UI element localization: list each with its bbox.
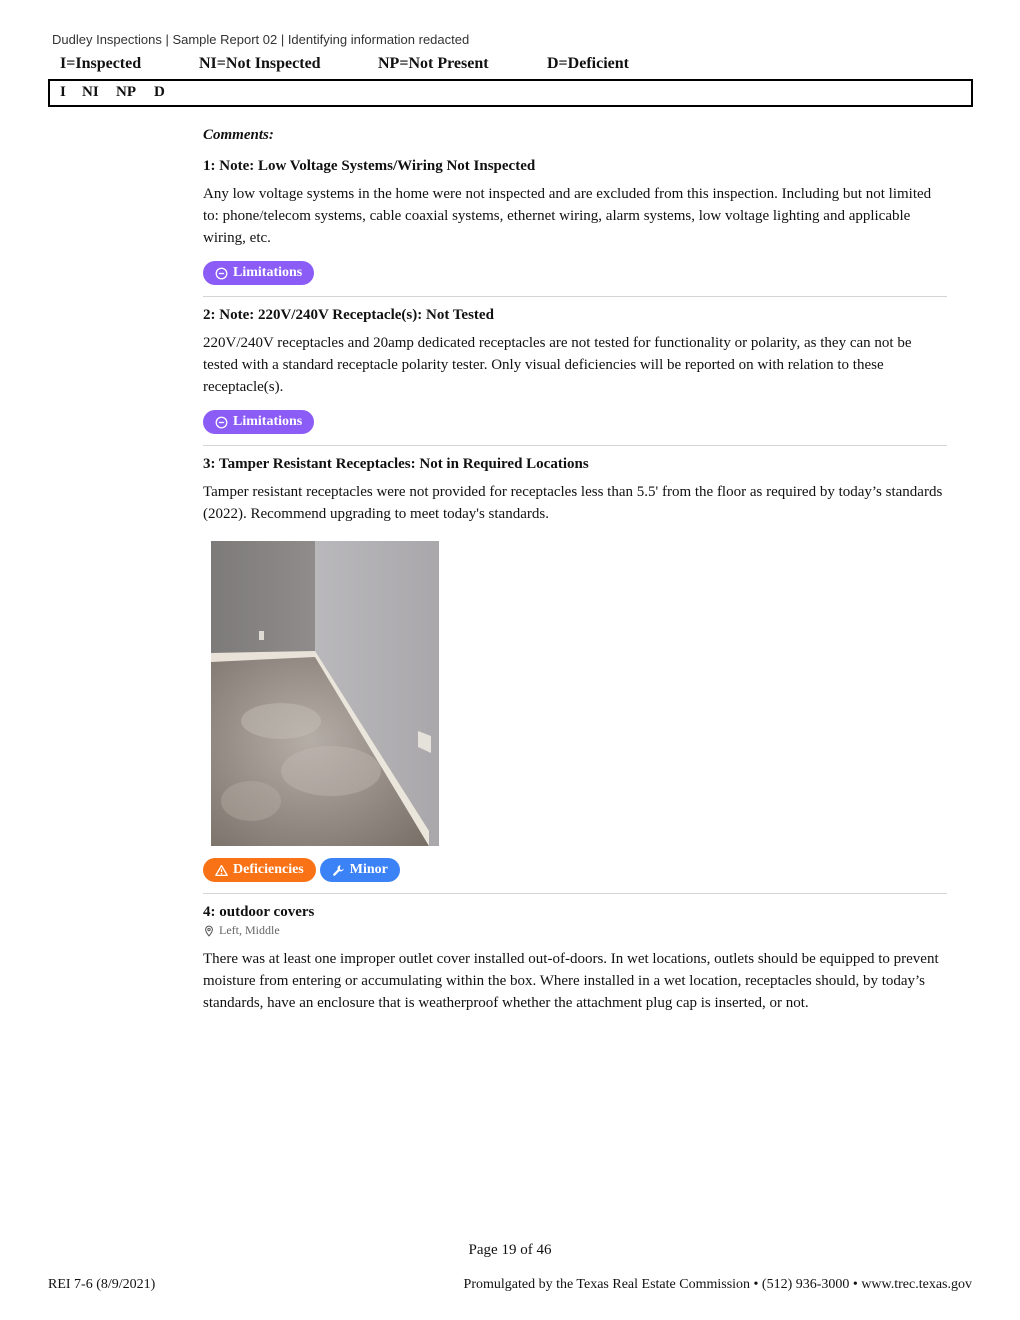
legend-inspected: I=Inspected — [60, 55, 142, 72]
map-pin-icon — [203, 925, 215, 937]
legend-not-inspected: NI=Not Inspected — [199, 55, 321, 72]
limitations-badge — [203, 410, 314, 434]
divider — [203, 445, 947, 446]
comment-text: Any low voltage systems in the home were not inspected and are excluded from this inspection. Including but not limited to: phone/telecom systems, cable coaxial systems, ethernet wiring, alarm systems, low voltage lighting and applicable wiring, etc. — [203, 186, 932, 246]
column-np: NP — [116, 84, 136, 100]
report-header: Dudley Inspections | Sample Report 02 | Identifying information redacted — [52, 32, 470, 47]
minor-badge — [320, 858, 400, 882]
receptacle-photo[interactable] — [211, 541, 439, 846]
location-line — [203, 923, 947, 938]
location-text: Left, Middle — [219, 923, 280, 937]
comment-title: 4: outdoor covers — [203, 904, 315, 920]
comment-text: Tamper resistant receptacles were not provided for receptacles less than 5.5' from the floor as required by today’s standards (2022). Recommend upgrading to meet today's standards. — [203, 484, 943, 522]
page-number: Page 19 of 46 — [468, 1242, 552, 1258]
legend-deficient: D=Deficient — [547, 55, 629, 72]
room-corner-image — [211, 541, 439, 846]
status-header-box — [48, 79, 973, 107]
comment-item — [203, 158, 947, 285]
badge-label: Minor — [349, 862, 388, 877]
comment-item — [203, 456, 947, 882]
comment-text: There was at least one improper outlet cover installed out-of-doors. In wet locations, outlets should be equipped to prevent moisture from entering or accumulating within the box. Where installed in a wet location, receptacles should, by today’s standards, have an enclosure that is weatherproof whether the attachment plug cap is inserted, or not. — [203, 951, 939, 1011]
warning-triangle-icon — [215, 864, 228, 877]
column-d: D — [154, 84, 165, 100]
comment-item — [203, 307, 947, 434]
badge-label: Limitations — [233, 265, 303, 280]
promulgation-notice: Promulgated by the Texas Real Estate Commission • (512) 936-3000 • www.trec.texas.gov — [463, 1277, 972, 1292]
form-id: REI 7-6 (8/9/2021) — [48, 1277, 156, 1292]
comments-label: Comments: — [203, 127, 274, 143]
column-ni: NI — [82, 84, 99, 100]
divider — [203, 296, 947, 297]
legend-not-present: NP=Not Present — [378, 55, 489, 72]
comment-title: 3: Tamper Resistant Receptacles: Not in Required Locations — [203, 456, 589, 472]
badge-label: Limitations — [233, 414, 303, 429]
column-i: I — [60, 84, 66, 100]
comment-item — [203, 904, 947, 1014]
wrench-icon — [332, 864, 345, 877]
limitations-badge — [203, 261, 314, 285]
badge-label: Deficiencies — [233, 862, 304, 877]
comment-title: 2: Note: 220V/240V Receptacle(s): Not Tested — [203, 307, 494, 323]
comment-title: 1: Note: Low Voltage Systems/Wiring Not Inspected — [203, 158, 536, 174]
comment-text: 220V/240V receptacles and 20amp dedicated receptacles are not tested for functionality or polarity, as they can not be tested with a standard receptacle polarity tester. Only visual deficiencies will be reported on with relation to these receptacle(s). — [203, 335, 912, 395]
comments-section — [203, 127, 947, 1014]
deficiencies-badge — [203, 858, 316, 882]
minus-circle-icon — [215, 416, 228, 429]
minus-circle-icon — [215, 267, 228, 280]
divider — [203, 893, 947, 894]
